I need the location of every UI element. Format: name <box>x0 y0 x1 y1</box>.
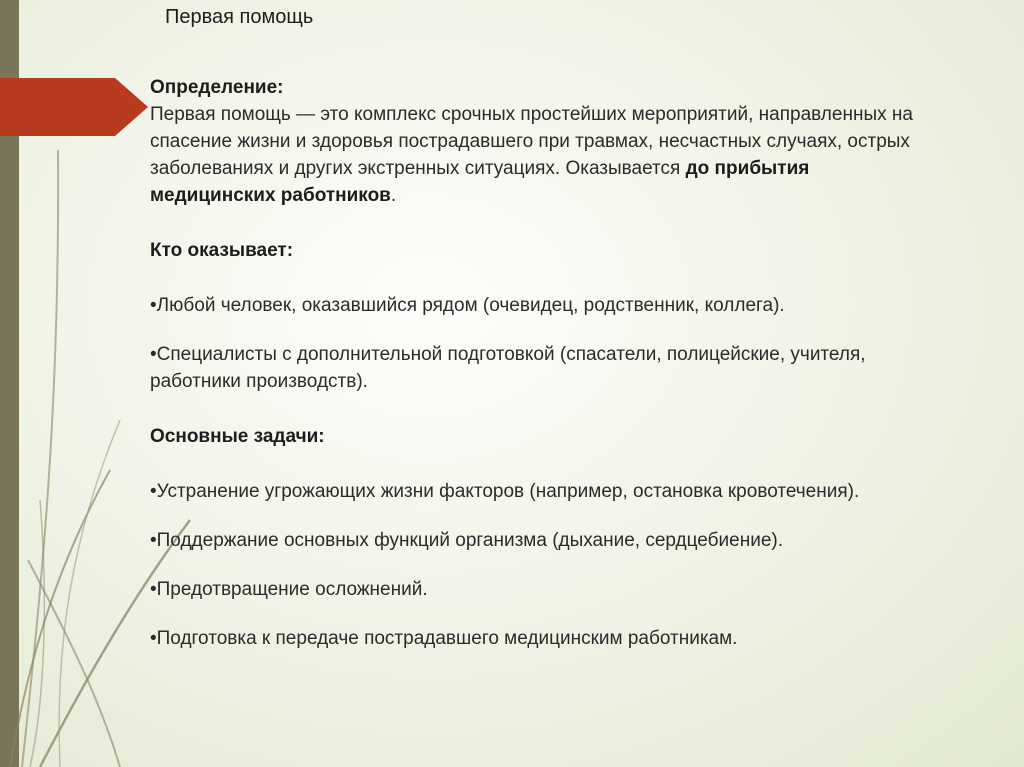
who-heading: Кто оказывает: <box>150 240 294 261</box>
definition-heading: Определение: <box>150 77 284 98</box>
who-item: •Специалисты с дополнительной подготовкой (спасатели, полицейские, учителя, работники производств). <box>150 344 866 392</box>
definition-end: . <box>390 185 397 206</box>
task-item: •Поддержание основных функций организма (дыхание, сердцебиение). <box>150 530 783 551</box>
task-item: •Предотвращение осложнений. <box>150 579 428 600</box>
tasks-heading: Основные задачи: <box>150 426 325 447</box>
definition-bold-text: до прибытия медицинских работников <box>150 158 810 206</box>
task-item: •Устранение угрожающих жизни факторов (например, остановка кровотечения). <box>150 481 860 502</box>
slide-content <box>150 74 940 652</box>
definition-text: Первая помощь — это комплекс срочных простейших мероприятий, направленных на спасение жизни и здоровья пострадавшего при травмах, несчастных случаях, острых заболеваниях и других экстренных ситуациях. Оказывается <box>150 104 913 179</box>
definition-paragraph <box>150 101 940 209</box>
task-item: •Подготовка к передаче пострадавшего медицинским работникам. <box>150 628 738 649</box>
accent-arrow-tab <box>0 78 150 136</box>
slide-title: Первая помощь <box>165 6 314 28</box>
who-item: •Любой человек, оказавшийся рядом (очевидец, родственник, коллега). <box>150 295 785 316</box>
